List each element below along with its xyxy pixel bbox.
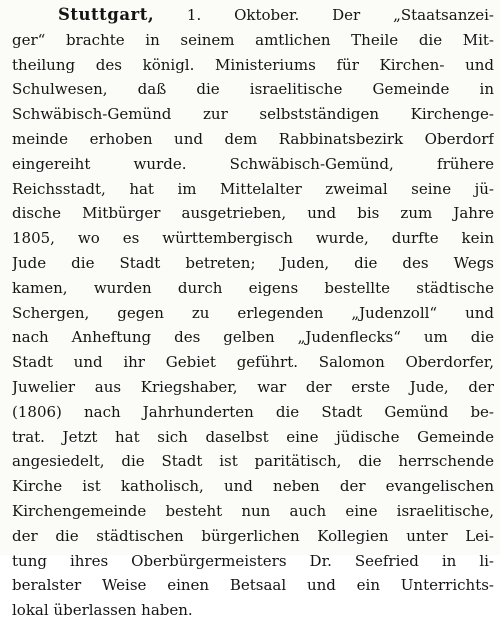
article-line-19: angesiedelt, die Stadt ist paritätisch, die herrschende bbox=[12, 452, 494, 471]
article-line-8: Reichsstadt, hat im Mittelalter zweimal seine jü- bbox=[12, 179, 494, 198]
article-line-10: 1805, wo es württembergisch wurde, durfte kein bbox=[12, 229, 494, 248]
article-line-12: kamen, wurden durch eigens bestellte städtische bbox=[12, 278, 494, 297]
article-line-7: eingereiht wurde. Schwäbisch-Gemünd, frühere bbox=[12, 154, 494, 173]
article-line-24: beralster Weise einen Betsaal und ein Unterrichts- bbox=[12, 576, 494, 595]
article-line-23: tung ihres Oberbürgermeisters Dr. Seefried in li- bbox=[12, 551, 494, 570]
article-line-21: Kirchengemeinde besteht nun auch eine israelitische, bbox=[12, 501, 494, 520]
article-line-1-text: 1. Oktober. Der „Staatsanzei- bbox=[154, 6, 494, 24]
article-line-18: trat. Jetzt hat sich daselbst eine jüdische Gemeinde bbox=[12, 427, 494, 446]
article-line-25: lokal überlassen haben. bbox=[12, 601, 193, 620]
article-line-13: Schergen, gegen zu erlegenden „Judenzoll“ und bbox=[12, 303, 494, 322]
article-line-16: Juwelier aus Kriegshaber, war der erste Jude, der bbox=[12, 377, 494, 396]
article-line-3: theilung des königl. Ministeriums für Kirchen- und bbox=[12, 55, 494, 74]
article-line-20: Kirche ist katholisch, und neben der evangelischen bbox=[12, 477, 494, 496]
article-line-9: dische Mitbürger ausgetrieben, und bis zum Jahre bbox=[12, 204, 494, 223]
article-line-6: meinde erhoben und dem Rabbinatsbezirk Oberdorf bbox=[12, 129, 494, 148]
article-line-17: (1806) nach Jahrhunderten die Stadt Gemünd be- bbox=[12, 402, 494, 421]
article-line-11: Jude die Stadt betreten; Juden, die des Wegs bbox=[12, 253, 494, 272]
article-line-22: der die städtischen bürgerlichen Kollegien unter Lei- bbox=[12, 526, 494, 545]
article-line-15: Stadt und ihr Gebiet geführt. Salomon Oberdorfer, bbox=[12, 353, 494, 372]
article-line-5: Schwäbisch-Gemünd zur selbstständigen Kirchenge- bbox=[12, 105, 494, 124]
article-line-1 bbox=[12, 3, 494, 28]
article-line-4: Schulwesen, daß die israelitische Gemeinde in bbox=[12, 80, 494, 99]
article-line-2: ger“ brachte in seinem amtlichen Theile die Mit- bbox=[12, 30, 494, 49]
article-line-14: nach Anheftung des gelben „Judenflecks“ um die bbox=[12, 328, 494, 347]
dateline: Stuttgart, bbox=[58, 5, 155, 24]
